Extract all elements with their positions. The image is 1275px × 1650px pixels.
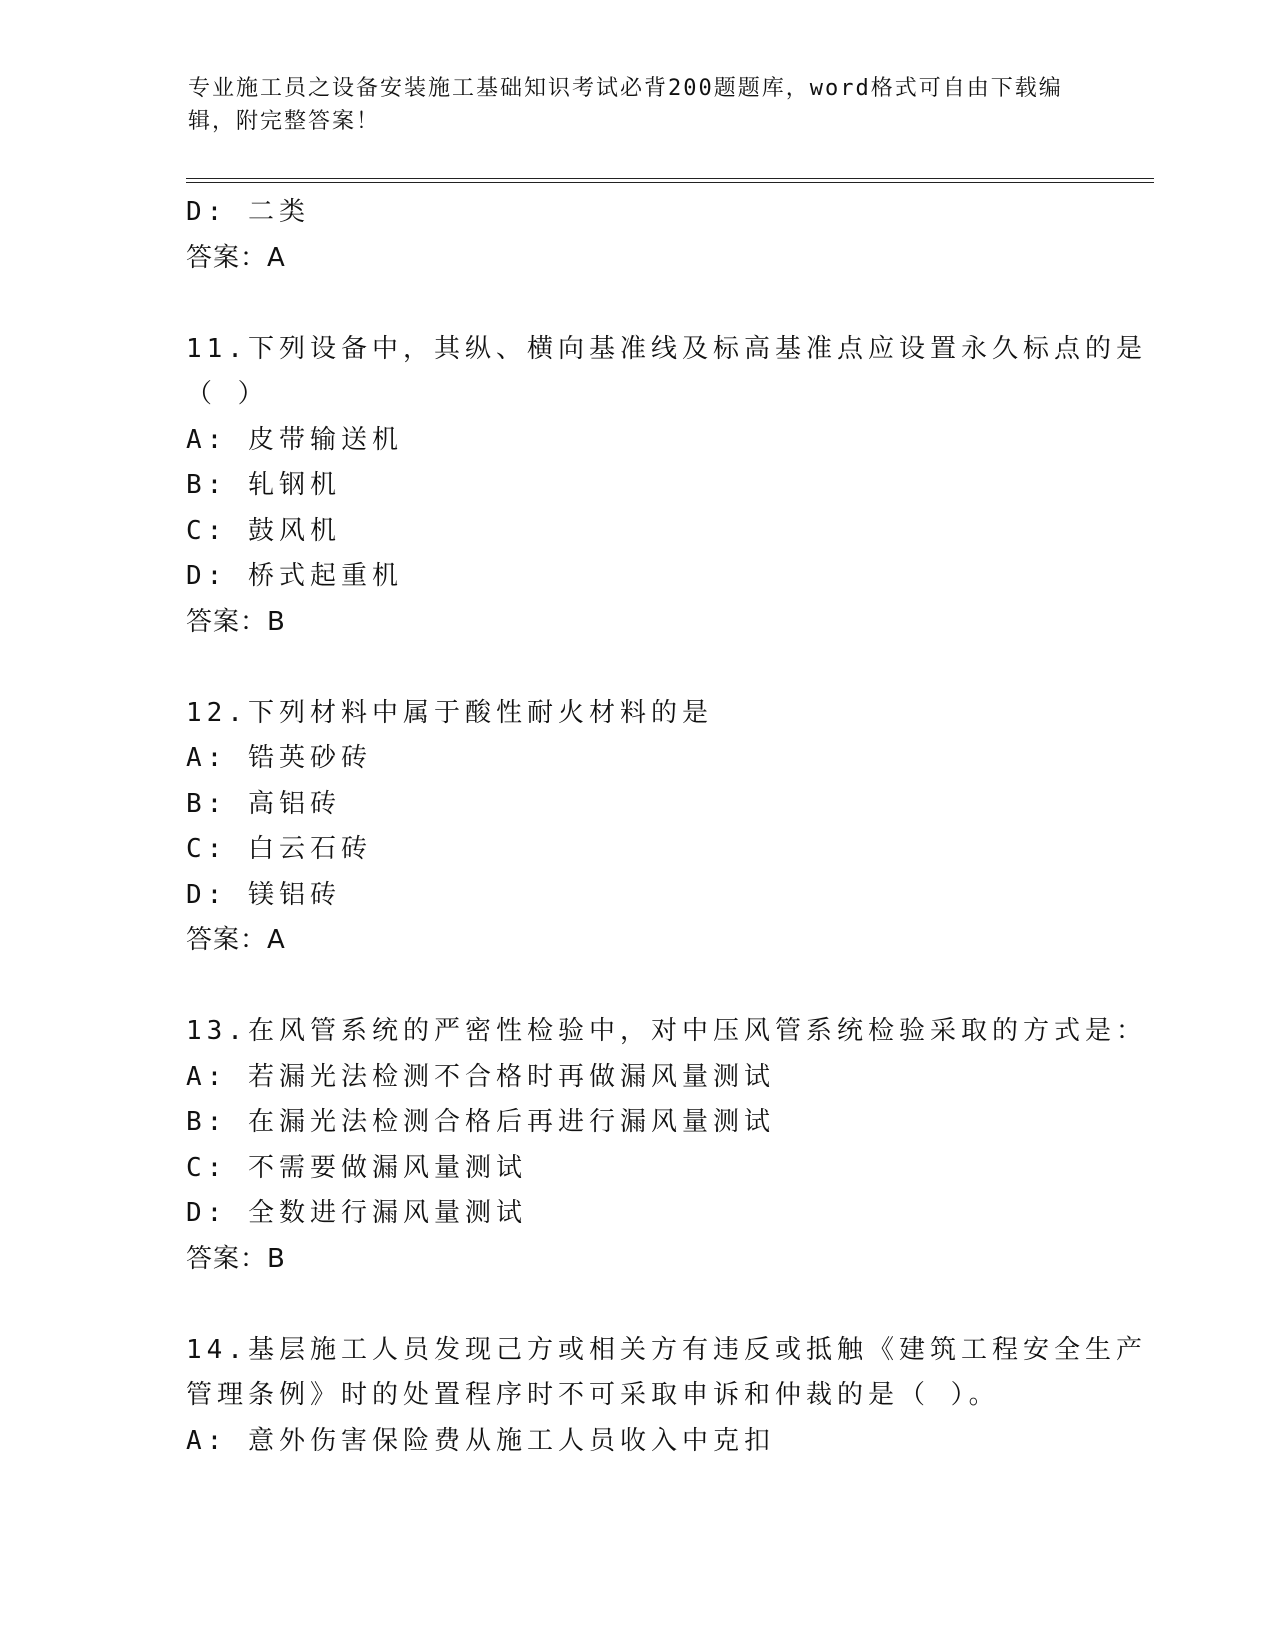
option-d: D: 二类 [186,197,310,227]
option-c: C: 不需要做漏风量测试 [186,1152,527,1183]
question-14 [186,1328,1147,1465]
spacer [186,964,1086,1010]
spacer [186,1282,1086,1328]
option-d: D: 桥式起重机 [186,561,403,591]
option-a: A: 若漏光法检测不合格时再做漏风量测试 [186,1061,775,1092]
question-stem: 11.下列设备中，其纵、横向基准线及标高基准点应设置永久标点的是 [186,333,1147,364]
answer-line: 答案：A [186,242,286,273]
option-c: C: 白云石砖 [186,834,372,864]
spacer [186,281,1086,327]
answer-line: 答案：B [186,606,286,637]
question-stem-continued: （ ） [186,379,269,409]
header-divider [186,178,1154,183]
question-list [186,190,1147,1464]
spacer [186,645,1086,691]
question-stem: 14.基层施工人员发现己方或相关方有违反或抵触《建筑工程安全生产 [186,1334,1147,1365]
option-c: C: 鼓风机 [186,515,341,546]
option-b: B: 高铝砖 [186,788,341,819]
question-11 [186,327,1147,646]
question-stem: 13.在风管系统的严密性检验中，对中压风管系统检验采取的方式是： [186,1016,1147,1046]
document-header [188,72,1088,138]
question-12 [186,691,1086,964]
option-a: A: 锆英砂砖 [186,743,372,773]
option-b: B: 在漏光法检测合格后再进行漏风量测试 [186,1107,775,1137]
option-b: B: 轧钢机 [186,470,341,500]
option-a: A: 皮带输送机 [186,424,403,455]
option-d: D: 镁铝砖 [186,879,341,910]
option-a: A: 意外伤害保险费从施工人员收入中克扣 [186,1425,775,1456]
option-d: D: 全数进行漏风量测试 [186,1198,527,1228]
question-stem-continued: 管理条例》时的处置程序时不可采取申诉和仲裁的是（ ）。 [186,1380,1000,1410]
answer-line: 答案：A [186,925,286,955]
question-13 [186,1009,1147,1282]
answer-line: 答案：B [186,1243,286,1274]
header-text: 专业施工员之设备安装施工基础知识考试必背200题题库，word格式可自由下载编辑，附完整答案！ [188,76,1063,134]
question-stem: 12.下列材料中属于酸性耐火材料的是 [186,697,713,728]
